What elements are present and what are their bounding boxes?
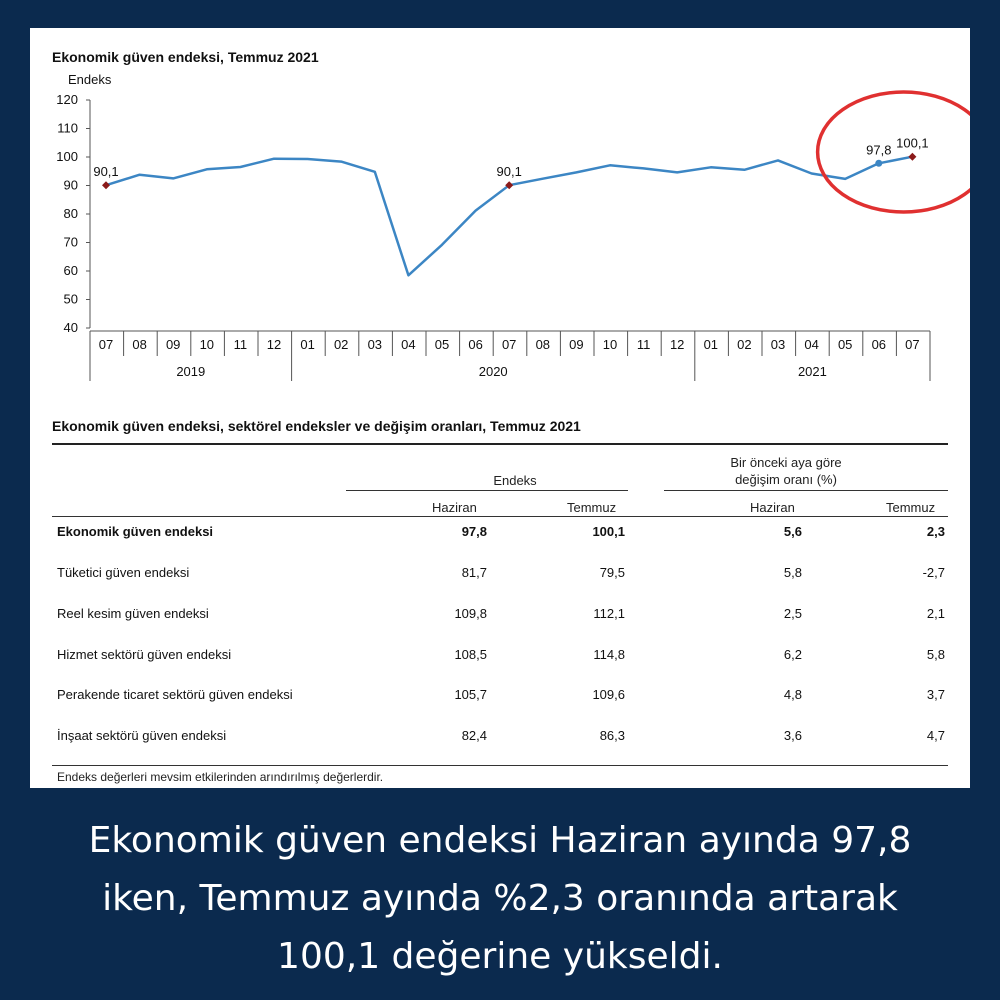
cell-temmuz-change: 5,8 <box>926 647 945 662</box>
y-tick-label: 110 <box>57 120 78 136</box>
y-tick-label: 100 <box>56 149 78 164</box>
caption-line: Ekonomik güven endeksi Haziran ayında 97,8 <box>88 820 912 861</box>
cell-temmuz-endeks: 114,8 <box>593 647 625 662</box>
row-label: Tüketici güven endeksi <box>57 565 190 580</box>
caption-line: 100,1 değerine yükseldi. <box>277 936 723 977</box>
header-bottom-rule <box>52 516 948 517</box>
table-row <box>30 687 970 711</box>
cell-temmuz-change: 4,7 <box>926 728 945 743</box>
table-row <box>30 647 970 671</box>
y-axis-label: Endeks <box>68 72 112 87</box>
year-label: 2020 <box>478 364 508 379</box>
cell-temmuz-endeks: 109,6 <box>592 687 625 702</box>
x-tick-label: 11 <box>636 337 651 352</box>
col-header-haziran-endeks: Haziran <box>432 500 477 515</box>
caption-line: iken, Temmuz ayında %2,3 oranında artarak <box>102 878 898 919</box>
cell-temmuz-endeks: 100,1 <box>592 524 625 539</box>
col-header-temmuz-change: Temmuz <box>886 500 936 515</box>
group-rule-endeks <box>346 490 628 491</box>
x-tick-label: 07 <box>905 337 920 352</box>
data-point-marker <box>875 160 882 167</box>
highlight-circle <box>818 92 970 212</box>
row-label: İnşaat sektörü güven endeksi <box>57 728 227 743</box>
row-label: Hizmet sektörü güven endeksi <box>57 647 232 662</box>
x-tick-label: 12 <box>669 337 685 352</box>
y-tick-label: 50 <box>63 291 78 307</box>
cell-temmuz-change: 2,3 <box>926 524 945 539</box>
cell-haziran-endeks: 108,5 <box>454 647 487 662</box>
row-label: Reel kesim güven endeksi <box>57 606 209 621</box>
y-tick-label: 120 <box>56 92 78 107</box>
x-tick-label: 07 <box>98 337 114 352</box>
x-tick-label: 09 <box>165 337 181 352</box>
table-top-rule <box>52 443 948 445</box>
content-panel <box>30 28 970 788</box>
data-label: 90,1 <box>93 164 119 180</box>
cell-haziran-endeks: 109,8 <box>454 606 487 621</box>
x-tick-label: 03 <box>770 337 786 352</box>
x-tick-label: 03 <box>367 337 383 352</box>
cell-haziran-change: 5,6 <box>783 524 802 539</box>
group-rule-change <box>664 490 948 491</box>
y-tick-label: 80 <box>63 206 78 221</box>
cell-temmuz-endeks: 112,1 <box>593 606 625 621</box>
data-label: 90,1 <box>496 164 522 180</box>
line-chart <box>30 28 970 388</box>
x-tick-label: 10 <box>602 337 618 352</box>
x-tick-label: 08 <box>132 337 147 352</box>
row-label: Perakende ticaret sektörü güven endeksi <box>57 687 293 702</box>
cell-temmuz-change: 3,7 <box>926 687 945 702</box>
x-tick-label: 01 <box>300 337 315 352</box>
chart-title: Ekonomik güven endeksi, Temmuz 2021 <box>52 49 319 65</box>
x-tick-label: 06 <box>468 337 483 352</box>
col-header-haziran-change: Haziran <box>750 500 795 515</box>
cell-haziran-endeks: 97,8 <box>461 524 487 539</box>
cell-temmuz-endeks: 79,5 <box>599 565 625 580</box>
data-label: 100,1 <box>896 135 929 151</box>
group-header-endeks: Endeks <box>493 473 537 488</box>
data-label: 97,8 <box>866 142 892 158</box>
x-tick-label: 08 <box>535 337 551 352</box>
year-label: 2019 <box>176 364 206 379</box>
table-row <box>30 728 970 752</box>
group-header-change-line1: Bir önceki aya göre <box>730 455 842 470</box>
x-tick-label: 02 <box>737 337 752 352</box>
cell-temmuz-change: 2,1 <box>926 606 945 621</box>
year-label: 2021 <box>797 364 827 379</box>
y-tick-label: 90 <box>63 177 78 193</box>
table-bottom-rule <box>52 765 948 766</box>
x-tick-label: 02 <box>333 337 349 352</box>
x-tick-label: 04 <box>401 337 416 352</box>
caption <box>0 812 1000 986</box>
table-footnote: Endeks değerleri mevsim etkilerinden arındırılmış değerlerdir. <box>57 770 384 784</box>
cell-temmuz-endeks: 86,3 <box>599 728 625 743</box>
col-header-temmuz-endeks: Temmuz <box>567 500 617 515</box>
cell-haziran-change: 6,2 <box>783 647 802 662</box>
x-tick-label: 05 <box>837 337 853 352</box>
cell-haziran-change: 3,6 <box>783 728 802 743</box>
x-tick-label: 07 <box>501 337 517 352</box>
table-title: Ekonomik güven endeksi, sektörel endeksler ve değişim oranları, Temmuz 2021 <box>52 418 581 434</box>
row-label: Ekonomik güven endeksi <box>57 524 214 539</box>
y-tick-label: 70 <box>63 234 78 250</box>
x-tick-label: 09 <box>569 337 584 352</box>
cell-haziran-change: 2,5 <box>783 606 802 621</box>
x-tick-label: 05 <box>434 337 450 352</box>
cell-haziran-endeks: 81,7 <box>461 565 487 580</box>
cell-haziran-change: 5,8 <box>783 565 802 580</box>
cell-temmuz-change: -2,7 <box>922 565 945 580</box>
x-tick-label: 01 <box>703 337 719 352</box>
cell-haziran-endeks: 82,4 <box>461 728 487 743</box>
table-row <box>30 565 970 589</box>
data-point-marker <box>908 153 916 161</box>
x-tick-label: 11 <box>233 337 248 352</box>
y-tick-label: 60 <box>63 263 78 278</box>
table-row <box>30 606 970 630</box>
data-point-marker <box>102 181 110 189</box>
y-tick-label: 40 <box>63 320 78 335</box>
x-tick-label: 10 <box>199 337 215 352</box>
x-tick-label: 12 <box>266 337 282 352</box>
x-tick-label: 04 <box>804 337 819 352</box>
group-header-change-line2: değişim oranı (%) <box>735 472 837 487</box>
x-tick-label: 06 <box>871 337 887 352</box>
cell-haziran-change: 4,8 <box>783 687 802 702</box>
table-row <box>30 524 970 548</box>
cell-haziran-endeks: 105,7 <box>454 687 487 702</box>
